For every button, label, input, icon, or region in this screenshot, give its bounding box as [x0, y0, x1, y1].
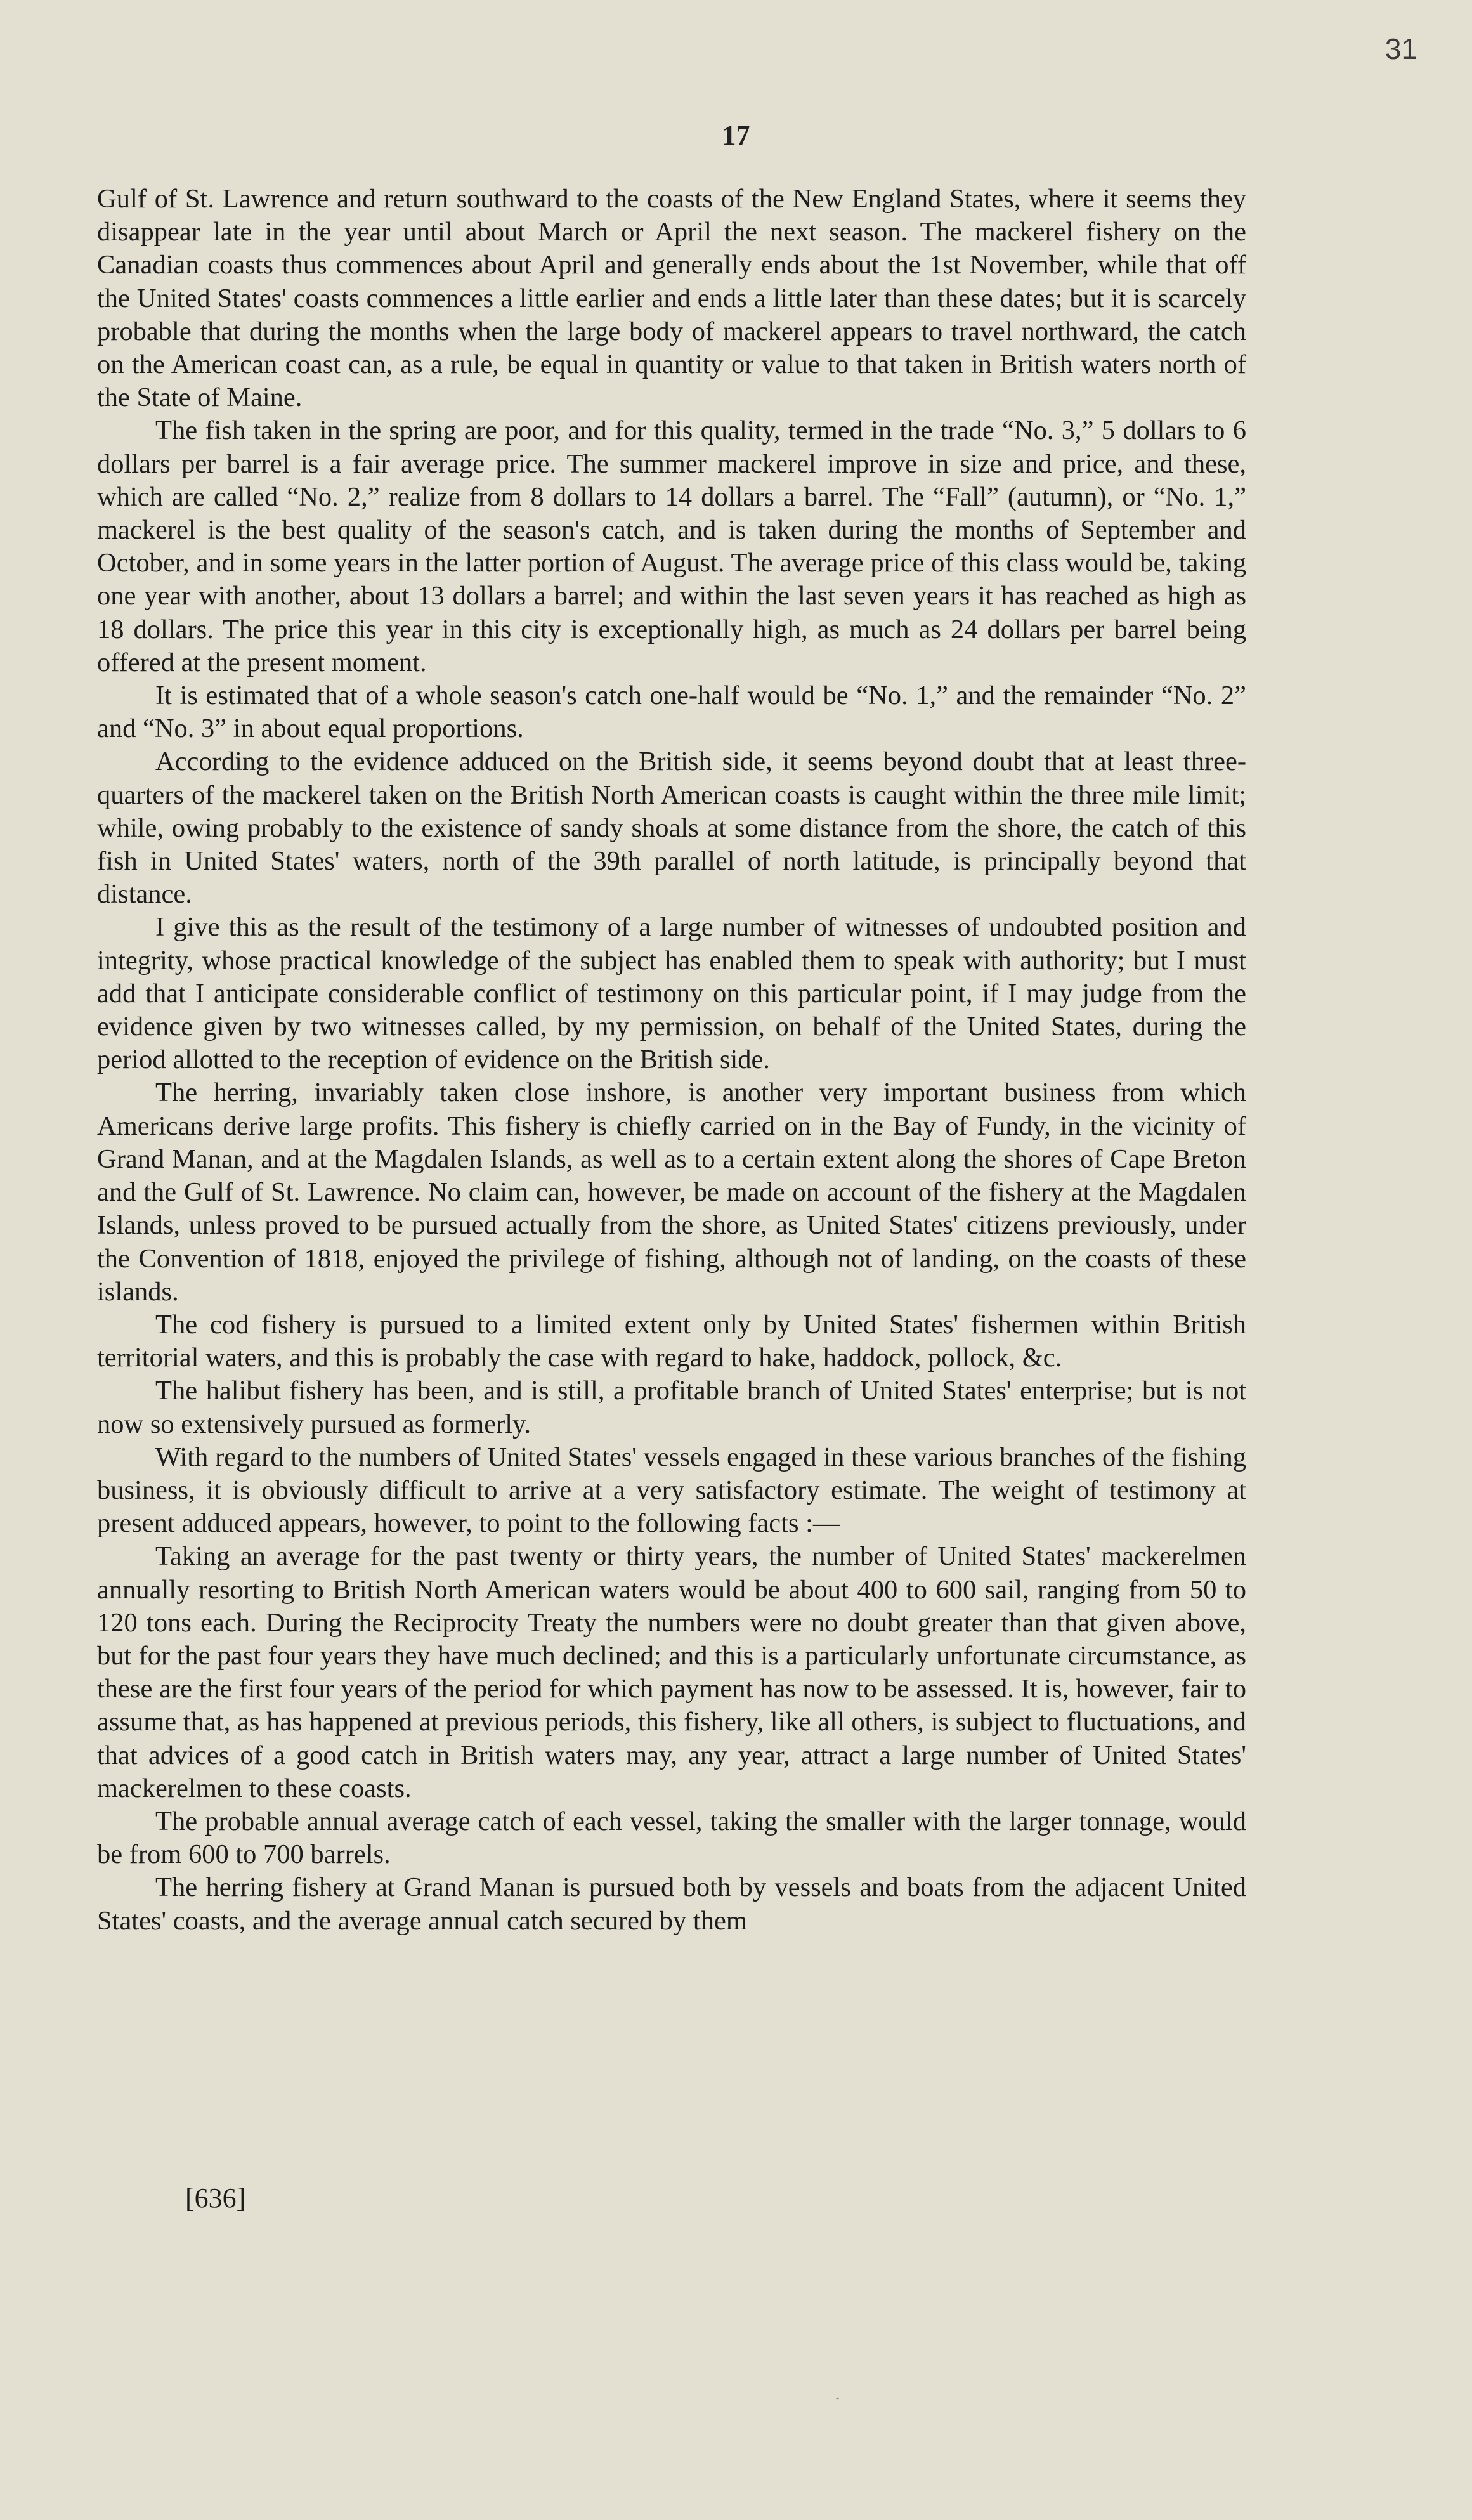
paragraph: The probable annual average catch of each vessel, taking the smaller with the larger tonnage, would be from 600 to 700 barrels.: [97, 1806, 1246, 1870]
paragraph: I give this as the result of the testimony of a large number of witnesses of undoubted position and integrity, whose practical knowledge of the subject has enabled them to speak with authority; but I must add that I anticipate considerable conflict of testimony on this particular point, if I may judge from the evidence given by two witnesses called, by my permission, on behalf of the United States, during the period allotted to the reception of evidence on the British side.: [97, 912, 1246, 1075]
body-text: [97, 183, 1246, 1938]
paragraph: It is estimated that of a whole season's catch one-half would be “No. 1,” and the remainder “No. 2” and “No. 3” in about equal proportions.: [97, 681, 1246, 744]
paragraph: Gulf of St. Lawrence and return southward to the coasts of the New England States, where it seems they disappear late in the year until about March or April the next season. The mackerel fishery on the Canadian coasts thus commences about April and generally ends about the 1st November, while that off the United States' coasts commences a little earlier and ends a little later than these dates; but it is scarcely probable that during the months when the large body of mackerel appears to travel northward, the catch on the American coast can, as a rule, be equal in quantity or value to that taken in British waters north of the State of Maine.: [97, 184, 1246, 413]
scan-speck: [836, 2397, 840, 2400]
paragraph: Taking an average for the past twenty or thirty years, the number of United States' mackerelmen annually resorting to British North American waters would be about 400 to 600 sail, ranging from 50 to 120 tons each. During the Reciprocity Treaty the numbers were no doubt greater than that given above, but for the past four years they have much declined; and this is a particularly unfortunate circumstance, as these are the first four years of the period for which payment has now to be assessed. It is, however, fair to assume that, as has happened at previous periods, this fishery, like all others, is subject to fluctuations, and that advices of a good catch in British waters may, any year, attract a large number of United States' mackerelmen to these coasts.: [97, 1541, 1246, 1803]
paragraph: The cod fishery is pursued to a limited extent only by United States' fishermen within British territorial waters, and this is probably the case with regard to hake, haddock, pollock, &c.: [97, 1309, 1246, 1373]
paragraph: According to the evidence adduced on the British side, it seems beyond doubt that at least three-quarters of the mackerel taken on the British North American coasts is caught within the three mile limit; while, owing probably to the existence of sandy shoals at some distance from the shore, the catch of this fish in United States' waters, north of the 39th parallel of north latitude, is principally beyond that distance.: [97, 747, 1246, 910]
page-number: 17: [722, 120, 750, 151]
paragraph: The herring, invariably taken close inshore, is another very important business from which Americans derive large profits. This fishery is chiefly carried on in the Bay of Fundy, in the vicinity of Grand Manan, and at the Magdalen Islands, as well as to a certain extent along the shores of Cape Breton and the Gulf of St. Lawrence. No claim can, however, be made on account of the fishery at the Magdalen Islands, unless proved to be pursued actually from the shore, as United States' citizens previously, under the Convention of 1818, enjoyed the privilege of fishing, although not of landing, on the coasts of these islands.: [97, 1078, 1246, 1307]
paragraph: The herring fishery at Grand Manan is pursued both by vessels and boats from the adjacent United States' coasts, and the average annual catch secured by them: [97, 1872, 1246, 1936]
paragraph: The halibut fishery has been, and is still, a profitable branch of United States' enterprise; but is not now so extensively pursued as formerly.: [97, 1376, 1246, 1439]
paragraph: The fish taken in the spring are poor, and for this quality, termed in the trade “No. 3,” 5 dollars to 6 dollars per barrel is a fair average price. The summer mackerel improve in size and price, and these, which are called “No. 2,” realize from 8 dollars to 14 dollars a barrel. The “Fall” (autumn), or “No. 1,” mackerel is the best quality of the season's catch, and is taken during the months of September and October, and in some years in the latter portion of August. The average price of this class would be, taking one year with another, about 13 dollars a barrel; and within the last seven years it has reached as high as 18 dollars. The price this year in this city is exceptionally high, as much as 24 dollars per barrel being offered at the present moment.: [97, 415, 1246, 677]
paragraph: With regard to the numbers of United States' vessels engaged in these various branches of the fishing business, it is obviously difficult to arrive at a very satisfactory estimate. The weight of testimony at present adduced appears, however, to point to the following facts :—: [97, 1442, 1246, 1539]
document-signature: [636]: [185, 2183, 246, 2214]
scan-page-number: 31: [1384, 32, 1417, 65]
